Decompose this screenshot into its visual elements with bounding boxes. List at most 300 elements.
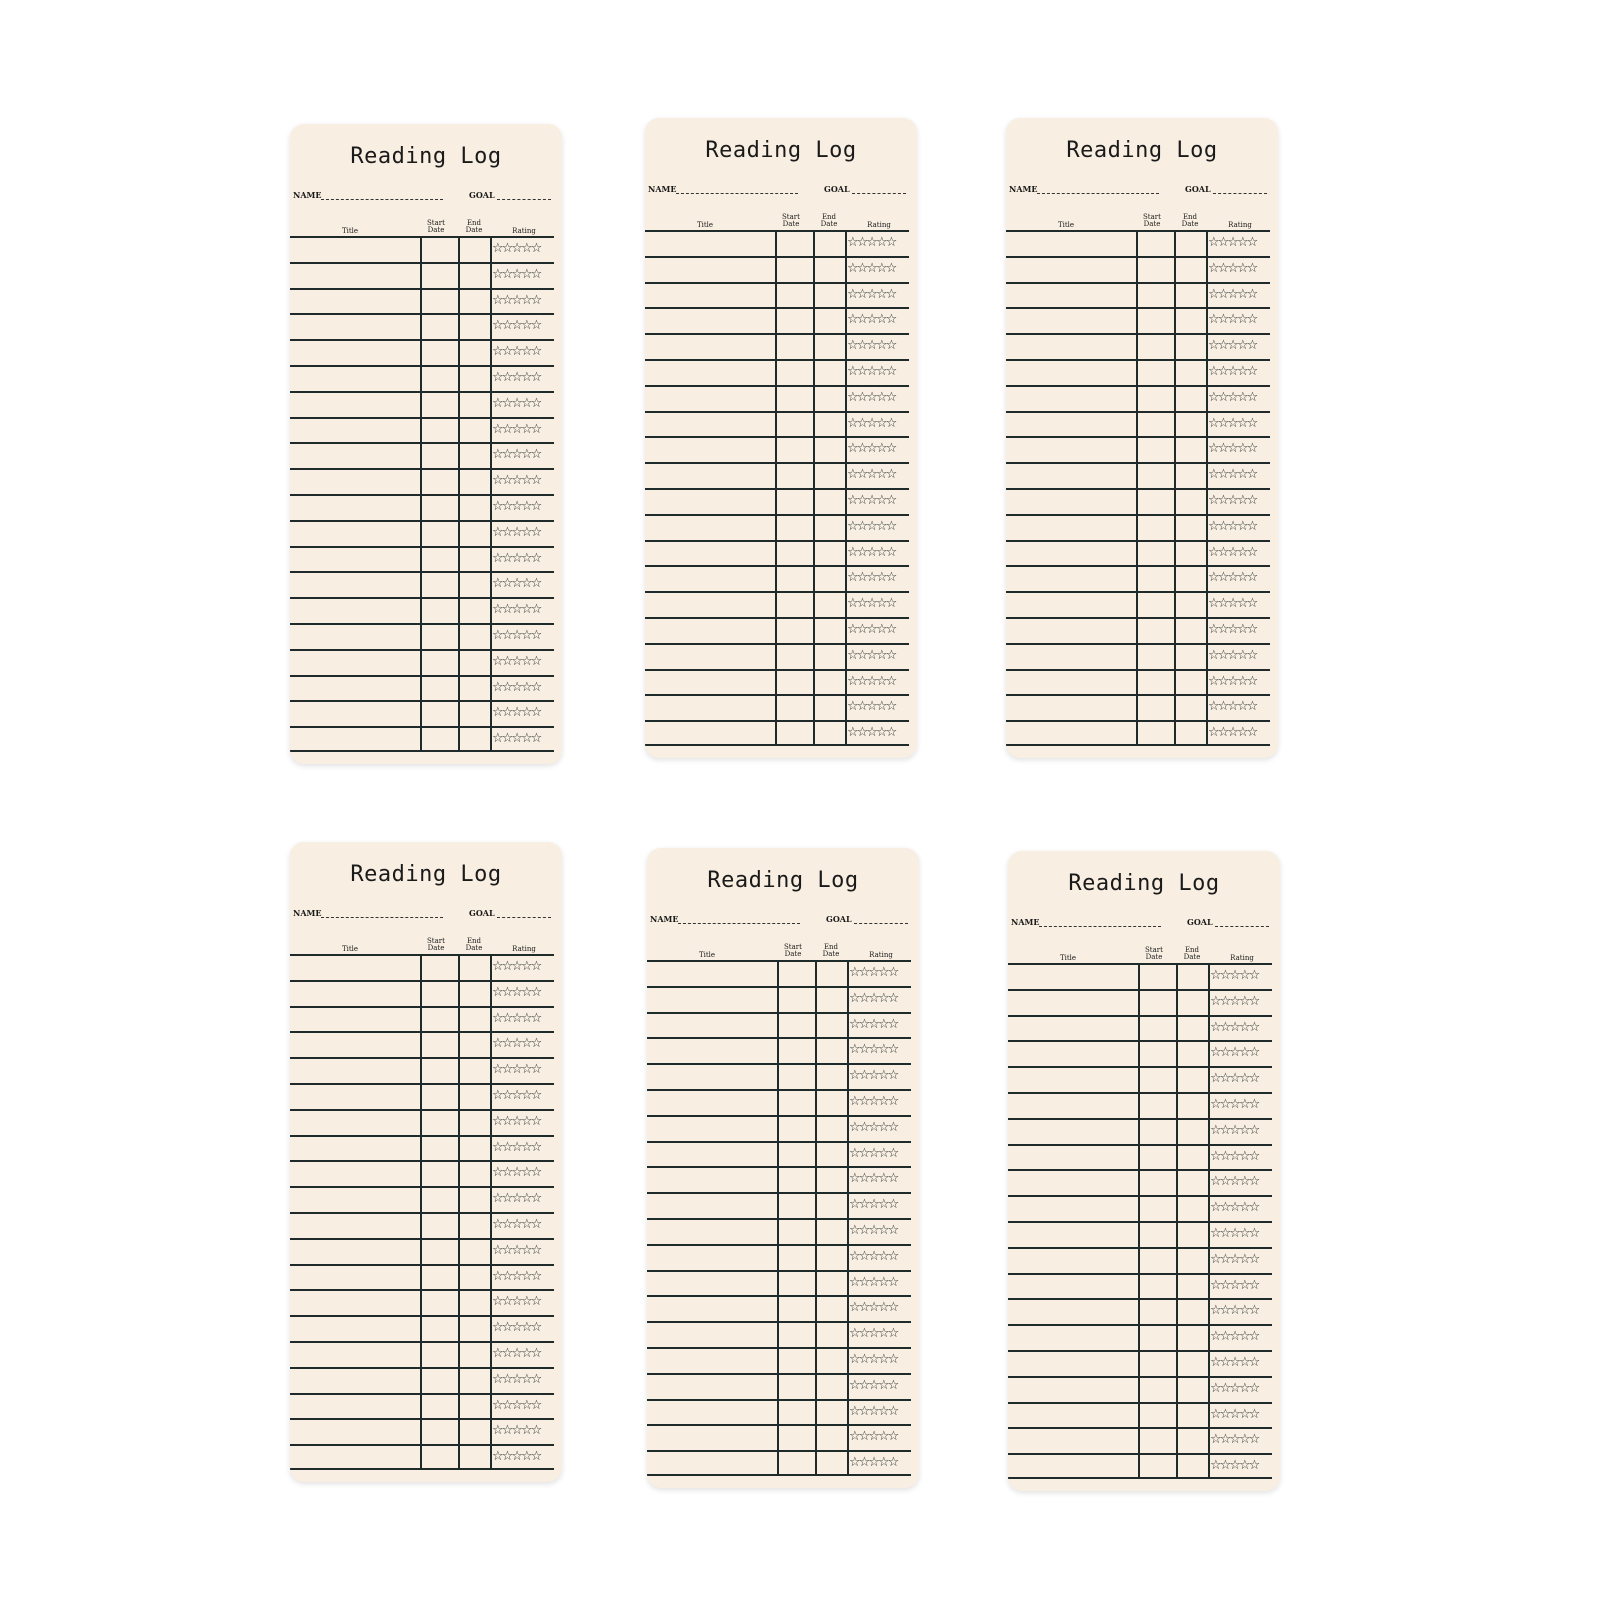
column-divider-end: [1174, 230, 1176, 746]
table-row[interactable]: [1008, 1195, 1272, 1221]
table-row[interactable]: [645, 282, 909, 308]
card-title: Reading Log: [1068, 871, 1220, 896]
star-rating-icon[interactable]: ☆☆☆☆☆: [492, 447, 541, 463]
table-row[interactable]: [1006, 720, 1270, 746]
star-rating-icon[interactable]: ☆☆☆☆☆: [1208, 467, 1257, 483]
table-row[interactable]: [645, 462, 909, 488]
table-row[interactable]: [645, 230, 909, 256]
table-row[interactable]: [290, 288, 554, 314]
star-rating-icon[interactable]: ☆☆☆☆☆: [492, 550, 541, 566]
star-rating-icon[interactable]: ☆☆☆☆☆: [1210, 1174, 1259, 1190]
table-row[interactable]: [290, 520, 554, 546]
star-rating-icon[interactable]: ☆☆☆☆☆: [847, 699, 896, 715]
table-row[interactable]: [1006, 230, 1270, 256]
star-rating-icon[interactable]: ☆☆☆☆☆: [1208, 286, 1257, 302]
table-row[interactable]: [1008, 1015, 1272, 1041]
star-rating-icon[interactable]: ☆☆☆☆☆: [849, 1326, 898, 1342]
table-row[interactable]: [647, 1218, 911, 1244]
table-row[interactable]: [290, 1264, 554, 1290]
table-row[interactable]: [645, 359, 909, 385]
table-row[interactable]: [290, 1212, 554, 1238]
table-row[interactable]: [645, 540, 909, 566]
table-row[interactable]: [647, 960, 911, 986]
goal-label: GOAL: [1185, 184, 1211, 194]
table-row[interactable]: [290, 417, 554, 443]
star-rating-icon[interactable]: ☆☆☆☆☆: [492, 395, 541, 411]
table-row[interactable]: [647, 1424, 911, 1450]
star-rating-icon[interactable]: ☆☆☆☆☆: [847, 518, 896, 534]
name-label: NAME: [648, 184, 677, 194]
card-title: Reading Log: [350, 144, 502, 169]
table-row[interactable]: [1008, 1040, 1272, 1066]
table-row[interactable]: [1008, 1376, 1272, 1402]
star-rating-icon[interactable]: ☆☆☆☆☆: [492, 1268, 541, 1284]
star-rating-icon[interactable]: ☆☆☆☆☆: [849, 1300, 898, 1316]
table-row[interactable]: [1006, 669, 1270, 695]
table-row[interactable]: [1008, 1118, 1272, 1144]
star-rating-icon[interactable]: ☆☆☆☆☆: [1208, 725, 1257, 741]
name-field-line[interactable]: [678, 923, 800, 924]
column-header-title: Title: [341, 945, 359, 953]
table-row[interactable]: [290, 726, 554, 752]
star-rating-icon[interactable]: ☆☆☆☆☆: [1210, 968, 1259, 983]
star-rating-icon[interactable]: ☆☆☆☆☆: [1210, 1071, 1259, 1087]
star-rating-icon[interactable]: ☆☆☆☆☆: [849, 1274, 898, 1290]
table-row[interactable]: [1008, 1144, 1272, 1170]
star-rating-icon[interactable]: ☆☆☆☆☆: [849, 1197, 898, 1213]
table-row[interactable]: [1008, 1066, 1272, 1092]
star-rating-icon[interactable]: ☆☆☆☆☆: [847, 235, 896, 250]
star-rating-icon[interactable]: ☆☆☆☆☆: [1210, 1380, 1259, 1396]
table-row[interactable]: [290, 1341, 554, 1367]
table-row[interactable]: [290, 1083, 554, 1109]
star-rating-icon[interactable]: ☆☆☆☆☆: [849, 1223, 898, 1238]
star-rating-icon[interactable]: ☆☆☆☆☆: [1210, 1200, 1259, 1216]
name-field-line[interactable]: [1039, 926, 1161, 927]
table-row[interactable]: [290, 442, 554, 468]
star-rating-icon[interactable]: ☆☆☆☆☆: [1210, 1122, 1259, 1138]
table-row[interactable]: [290, 1238, 554, 1264]
table-row[interactable]: [1006, 256, 1270, 282]
name-field-line[interactable]: [321, 199, 443, 200]
table-row[interactable]: [645, 333, 909, 359]
table-row[interactable]: [290, 980, 554, 1006]
table-row[interactable]: [647, 1321, 911, 1347]
star-rating-icon[interactable]: ☆☆☆☆☆: [492, 679, 541, 695]
star-rating-icon[interactable]: ☆☆☆☆☆: [1208, 596, 1257, 612]
column-header-end-date: End Date: [465, 219, 483, 234]
column-divider-rating: [490, 236, 492, 752]
table-row[interactable]: [290, 1289, 554, 1315]
star-rating-icon[interactable]: ☆☆☆☆☆: [1210, 1226, 1259, 1241]
table-row[interactable]: [290, 1444, 554, 1470]
column-header-rating: Rating: [869, 951, 893, 959]
star-rating-icon[interactable]: ☆☆☆☆☆: [847, 364, 896, 379]
star-rating-icon[interactable]: ☆☆☆☆☆: [849, 1403, 898, 1419]
table-row[interactable]: [647, 1450, 911, 1476]
star-rating-icon[interactable]: ☆☆☆☆☆: [492, 1113, 541, 1129]
name-label: NAME: [1009, 184, 1038, 194]
table-row[interactable]: [645, 643, 909, 669]
column-header-start-date: Start Date: [427, 937, 445, 952]
table-row[interactable]: [647, 1244, 911, 1270]
star-rating-icon[interactable]: ☆☆☆☆☆: [849, 965, 898, 980]
table-row[interactable]: [1006, 436, 1270, 462]
star-rating-icon[interactable]: ☆☆☆☆☆: [1208, 441, 1257, 457]
star-rating-icon[interactable]: ☆☆☆☆☆: [492, 241, 541, 256]
star-rating-icon[interactable]: ☆☆☆☆☆: [1210, 1303, 1259, 1319]
table-row[interactable]: [645, 436, 909, 462]
column-divider-rating: [845, 230, 847, 746]
star-rating-icon[interactable]: ☆☆☆☆☆: [492, 731, 541, 747]
table-row[interactable]: [290, 1315, 554, 1341]
table-row[interactable]: [647, 1037, 911, 1063]
column-divider-rating: [1208, 963, 1210, 1479]
table-row[interactable]: [647, 1295, 911, 1321]
table-row[interactable]: [290, 1031, 554, 1057]
star-rating-icon[interactable]: ☆☆☆☆☆: [1210, 1148, 1259, 1164]
star-rating-icon[interactable]: ☆☆☆☆☆: [1210, 1458, 1259, 1474]
table-row[interactable]: [647, 1270, 911, 1296]
star-rating-icon[interactable]: ☆☆☆☆☆: [1208, 647, 1257, 663]
reading-log-card-1: [290, 124, 562, 764]
table-row[interactable]: [290, 468, 554, 494]
column-header-rating: Rating: [512, 945, 536, 953]
column-divider-start: [420, 954, 422, 1470]
star-rating-icon[interactable]: ☆☆☆☆☆: [492, 370, 541, 385]
column-header-title: Title: [696, 221, 714, 229]
table-row[interactable]: [290, 365, 554, 391]
star-rating-icon[interactable]: ☆☆☆☆☆: [847, 286, 896, 302]
name-label: NAME: [293, 908, 322, 918]
star-rating-icon[interactable]: ☆☆☆☆☆: [847, 415, 896, 431]
goal-label: GOAL: [826, 914, 852, 924]
table-row[interactable]: [290, 1160, 554, 1186]
star-rating-icon[interactable]: ☆☆☆☆☆: [492, 576, 541, 592]
star-rating-icon[interactable]: ☆☆☆☆☆: [492, 318, 541, 334]
table-row[interactable]: [1008, 1298, 1272, 1324]
table-row[interactable]: [290, 1006, 554, 1032]
column-divider-start: [777, 960, 779, 1476]
star-rating-icon[interactable]: ☆☆☆☆☆: [492, 1320, 541, 1336]
table-row[interactable]: [647, 1012, 911, 1038]
star-rating-icon[interactable]: ☆☆☆☆☆: [1210, 1045, 1259, 1061]
table-row[interactable]: [645, 514, 909, 540]
table-row[interactable]: [645, 617, 909, 643]
table-row[interactable]: [645, 488, 909, 514]
star-rating-icon[interactable]: ☆☆☆☆☆: [1208, 415, 1257, 431]
star-rating-icon[interactable]: ☆☆☆☆☆: [492, 266, 541, 282]
table-row[interactable]: [1008, 1324, 1272, 1350]
star-rating-icon[interactable]: ☆☆☆☆☆: [849, 1016, 898, 1032]
table-row[interactable]: [1006, 565, 1270, 591]
table-row[interactable]: [1008, 1221, 1272, 1247]
reading-log-card-6: [1008, 851, 1280, 1491]
table-row[interactable]: [1006, 307, 1270, 333]
table-row[interactable]: [1006, 694, 1270, 720]
table-row[interactable]: [1006, 385, 1270, 411]
table-row[interactable]: [290, 649, 554, 675]
star-rating-icon[interactable]: ☆☆☆☆☆: [1210, 1355, 1259, 1370]
goal-field-line[interactable]: [1215, 926, 1269, 927]
name-label: NAME: [293, 190, 322, 200]
star-rating-icon[interactable]: ☆☆☆☆☆: [492, 628, 541, 643]
table-row[interactable]: [290, 1109, 554, 1135]
star-rating-icon[interactable]: ☆☆☆☆☆: [849, 990, 898, 1006]
table-row[interactable]: [1006, 617, 1270, 643]
star-rating-icon[interactable]: ☆☆☆☆☆: [1208, 622, 1257, 637]
star-rating-icon[interactable]: ☆☆☆☆☆: [1208, 673, 1257, 689]
table-row[interactable]: [290, 571, 554, 597]
table-row[interactable]: [1006, 488, 1270, 514]
table-row[interactable]: [1006, 591, 1270, 617]
table-row[interactable]: [290, 262, 554, 288]
table-row[interactable]: [1008, 1453, 1272, 1479]
column-header-title: Title: [698, 951, 716, 959]
table-row[interactable]: [1006, 282, 1270, 308]
table-row[interactable]: [645, 256, 909, 282]
table-row[interactable]: [290, 675, 554, 701]
star-rating-icon[interactable]: ☆☆☆☆☆: [847, 467, 896, 483]
star-rating-icon[interactable]: ☆☆☆☆☆: [847, 389, 896, 405]
card-title: Reading Log: [1066, 138, 1218, 163]
table-row[interactable]: [290, 954, 554, 980]
star-rating-icon[interactable]: ☆☆☆☆☆: [847, 312, 896, 328]
table-row[interactable]: [290, 1393, 554, 1419]
table-row[interactable]: [645, 565, 909, 591]
name-field-line[interactable]: [1037, 193, 1159, 194]
star-rating-icon[interactable]: ☆☆☆☆☆: [1208, 235, 1257, 250]
star-rating-icon[interactable]: ☆☆☆☆☆: [492, 1139, 541, 1155]
column-divider-end: [458, 954, 460, 1470]
star-rating-icon[interactable]: ☆☆☆☆☆: [849, 1455, 898, 1471]
table-row[interactable]: [647, 986, 911, 1012]
star-rating-icon[interactable]: ☆☆☆☆☆: [492, 984, 541, 1000]
table-row[interactable]: [645, 694, 909, 720]
table-row[interactable]: [1006, 462, 1270, 488]
star-rating-icon[interactable]: ☆☆☆☆☆: [847, 338, 896, 354]
table-row[interactable]: [1006, 643, 1270, 669]
star-rating-icon[interactable]: ☆☆☆☆☆: [1208, 312, 1257, 328]
star-rating-icon[interactable]: ☆☆☆☆☆: [492, 1165, 541, 1181]
star-rating-icon[interactable]: ☆☆☆☆☆: [1210, 1019, 1259, 1035]
table-row[interactable]: [1008, 1092, 1272, 1118]
meta-row: [1009, 184, 1268, 196]
star-rating-icon[interactable]: ☆☆☆☆☆: [849, 1429, 898, 1445]
table-row[interactable]: [647, 1399, 911, 1425]
star-rating-icon[interactable]: ☆☆☆☆☆: [492, 1062, 541, 1078]
column-divider-end: [813, 230, 815, 746]
star-rating-icon[interactable]: ☆☆☆☆☆: [492, 1397, 541, 1413]
star-rating-icon[interactable]: ☆☆☆☆☆: [492, 473, 541, 489]
star-rating-icon[interactable]: ☆☆☆☆☆: [849, 1248, 898, 1264]
meta-row: [1011, 917, 1270, 929]
column-header-title: Title: [1059, 954, 1077, 962]
table-row[interactable]: [290, 236, 554, 262]
star-rating-icon[interactable]: ☆☆☆☆☆: [847, 622, 896, 637]
star-rating-icon[interactable]: ☆☆☆☆☆: [492, 1346, 541, 1361]
star-rating-icon[interactable]: ☆☆☆☆☆: [849, 1377, 898, 1393]
column-divider-start: [1138, 963, 1140, 1479]
star-rating-icon[interactable]: ☆☆☆☆☆: [847, 647, 896, 663]
star-rating-icon[interactable]: ☆☆☆☆☆: [492, 1088, 541, 1103]
star-rating-icon[interactable]: ☆☆☆☆☆: [492, 653, 541, 669]
table-row[interactable]: [647, 1192, 911, 1218]
star-rating-icon[interactable]: ☆☆☆☆☆: [492, 705, 541, 721]
table-row[interactable]: [1006, 540, 1270, 566]
column-divider-end: [815, 960, 817, 1476]
star-rating-icon[interactable]: ☆☆☆☆☆: [492, 524, 541, 540]
table-row[interactable]: [645, 591, 909, 617]
table-row[interactable]: [645, 411, 909, 437]
column-header-start-date: Start Date: [427, 219, 445, 234]
goal-label: GOAL: [469, 190, 495, 200]
star-rating-icon[interactable]: ☆☆☆☆☆: [1208, 493, 1257, 508]
star-rating-icon[interactable]: ☆☆☆☆☆: [849, 1352, 898, 1367]
star-rating-icon[interactable]: ☆☆☆☆☆: [1208, 260, 1257, 276]
column-header-rating: Rating: [1230, 954, 1254, 962]
star-rating-icon[interactable]: ☆☆☆☆☆: [847, 260, 896, 276]
table-row[interactable]: [290, 339, 554, 365]
star-rating-icon[interactable]: ☆☆☆☆☆: [1208, 338, 1257, 354]
table-row[interactable]: [1008, 1247, 1272, 1273]
star-rating-icon[interactable]: ☆☆☆☆☆: [492, 1036, 541, 1052]
column-header-end-date: End Date: [1183, 946, 1201, 961]
star-rating-icon[interactable]: ☆☆☆☆☆: [1210, 1329, 1259, 1345]
table-row[interactable]: [1008, 1169, 1272, 1195]
meta-row: [293, 908, 552, 920]
star-rating-icon[interactable]: ☆☆☆☆☆: [492, 499, 541, 514]
star-rating-icon[interactable]: ☆☆☆☆☆: [492, 959, 541, 974]
star-rating-icon[interactable]: ☆☆☆☆☆: [1210, 993, 1259, 1009]
table-row[interactable]: [290, 1186, 554, 1212]
star-rating-icon[interactable]: ☆☆☆☆☆: [492, 1449, 541, 1465]
table-row[interactable]: [1006, 514, 1270, 540]
star-rating-icon[interactable]: ☆☆☆☆☆: [1208, 518, 1257, 534]
table-row[interactable]: [645, 720, 909, 746]
star-rating-icon[interactable]: ☆☆☆☆☆: [849, 1094, 898, 1109]
table-row[interactable]: [645, 669, 909, 695]
table-row[interactable]: [1008, 989, 1272, 1015]
table-row[interactable]: [1008, 1273, 1272, 1299]
star-rating-icon[interactable]: ☆☆☆☆☆: [849, 1145, 898, 1161]
log-table: [645, 230, 909, 747]
star-rating-icon[interactable]: ☆☆☆☆☆: [492, 1371, 541, 1387]
star-rating-icon[interactable]: ☆☆☆☆☆: [492, 602, 541, 618]
table-row[interactable]: [290, 1057, 554, 1083]
table-row[interactable]: [290, 1367, 554, 1393]
reading-log-card-4: [290, 842, 562, 1482]
table-row[interactable]: [290, 494, 554, 520]
table-row[interactable]: [1008, 1350, 1272, 1376]
table-row[interactable]: [1006, 359, 1270, 385]
table-row[interactable]: [647, 1089, 911, 1115]
star-rating-icon[interactable]: ☆☆☆☆☆: [492, 421, 541, 437]
star-rating-icon[interactable]: ☆☆☆☆☆: [1208, 544, 1257, 560]
column-header-title: Title: [341, 227, 359, 235]
goal-field-line[interactable]: [497, 917, 551, 918]
table-row[interactable]: [647, 1373, 911, 1399]
column-divider-rating: [1206, 230, 1208, 746]
table-row[interactable]: [647, 1166, 911, 1192]
table-row[interactable]: [645, 385, 909, 411]
table-row[interactable]: [647, 1141, 911, 1167]
column-divider-start: [775, 230, 777, 746]
table-row[interactable]: [1008, 963, 1272, 989]
column-divider-start: [1136, 230, 1138, 746]
table-row[interactable]: [290, 623, 554, 649]
card-title: Reading Log: [350, 862, 502, 887]
star-rating-icon[interactable]: ☆☆☆☆☆: [1208, 389, 1257, 405]
table-row[interactable]: [647, 1115, 911, 1141]
table-row[interactable]: [1008, 1402, 1272, 1428]
table-row[interactable]: [647, 1063, 911, 1089]
star-rating-icon[interactable]: ☆☆☆☆☆: [849, 1119, 898, 1135]
star-rating-icon[interactable]: ☆☆☆☆☆: [847, 596, 896, 612]
star-rating-icon[interactable]: ☆☆☆☆☆: [492, 1242, 541, 1258]
table-row[interactable]: [1006, 411, 1270, 437]
star-rating-icon[interactable]: ☆☆☆☆☆: [492, 1217, 541, 1232]
star-rating-icon[interactable]: ☆☆☆☆☆: [492, 344, 541, 360]
log-table: [647, 960, 911, 1477]
star-rating-icon[interactable]: ☆☆☆☆☆: [492, 292, 541, 308]
table-row[interactable]: [290, 700, 554, 726]
name-label: NAME: [650, 914, 679, 924]
table-row[interactable]: [290, 391, 554, 417]
table-row[interactable]: [290, 1135, 554, 1161]
star-rating-icon[interactable]: ☆☆☆☆☆: [847, 544, 896, 560]
goal-field-line[interactable]: [852, 193, 906, 194]
table-row[interactable]: [1008, 1427, 1272, 1453]
star-rating-icon[interactable]: ☆☆☆☆☆: [492, 1294, 541, 1310]
star-rating-icon[interactable]: ☆☆☆☆☆: [1210, 1406, 1259, 1422]
star-rating-icon[interactable]: ☆☆☆☆☆: [849, 1042, 898, 1058]
star-rating-icon[interactable]: ☆☆☆☆☆: [847, 725, 896, 741]
star-rating-icon[interactable]: ☆☆☆☆☆: [1210, 1251, 1259, 1267]
table-row[interactable]: [290, 546, 554, 572]
star-rating-icon[interactable]: ☆☆☆☆☆: [492, 1010, 541, 1026]
star-rating-icon[interactable]: ☆☆☆☆☆: [847, 673, 896, 689]
star-rating-icon[interactable]: ☆☆☆☆☆: [1208, 699, 1257, 715]
table-row[interactable]: [290, 313, 554, 339]
table-row[interactable]: [647, 1347, 911, 1373]
star-rating-icon[interactable]: ☆☆☆☆☆: [849, 1068, 898, 1084]
star-rating-icon[interactable]: ☆☆☆☆☆: [492, 1191, 541, 1207]
star-rating-icon[interactable]: ☆☆☆☆☆: [847, 570, 896, 586]
star-rating-icon[interactable]: ☆☆☆☆☆: [1210, 1097, 1259, 1112]
star-rating-icon[interactable]: ☆☆☆☆☆: [847, 493, 896, 508]
star-rating-icon[interactable]: ☆☆☆☆☆: [1208, 364, 1257, 379]
star-rating-icon[interactable]: ☆☆☆☆☆: [1208, 570, 1257, 586]
star-rating-icon[interactable]: ☆☆☆☆☆: [492, 1423, 541, 1439]
goal-field-line[interactable]: [854, 923, 908, 924]
table-row[interactable]: [290, 597, 554, 623]
star-rating-icon[interactable]: ☆☆☆☆☆: [1210, 1277, 1259, 1293]
column-header-title: Title: [1057, 221, 1075, 229]
name-field-line[interactable]: [676, 193, 798, 194]
table-row[interactable]: [290, 1418, 554, 1444]
goal-field-line[interactable]: [497, 199, 551, 200]
goal-field-line[interactable]: [1213, 193, 1267, 194]
column-divider-rating: [847, 960, 849, 1476]
name-field-line[interactable]: [321, 917, 443, 918]
table-row[interactable]: [645, 307, 909, 333]
star-rating-icon[interactable]: ☆☆☆☆☆: [849, 1171, 898, 1187]
star-rating-icon[interactable]: ☆☆☆☆☆: [1210, 1432, 1259, 1448]
star-rating-icon[interactable]: ☆☆☆☆☆: [847, 441, 896, 457]
table-row[interactable]: [1006, 333, 1270, 359]
column-divider-start: [420, 236, 422, 752]
